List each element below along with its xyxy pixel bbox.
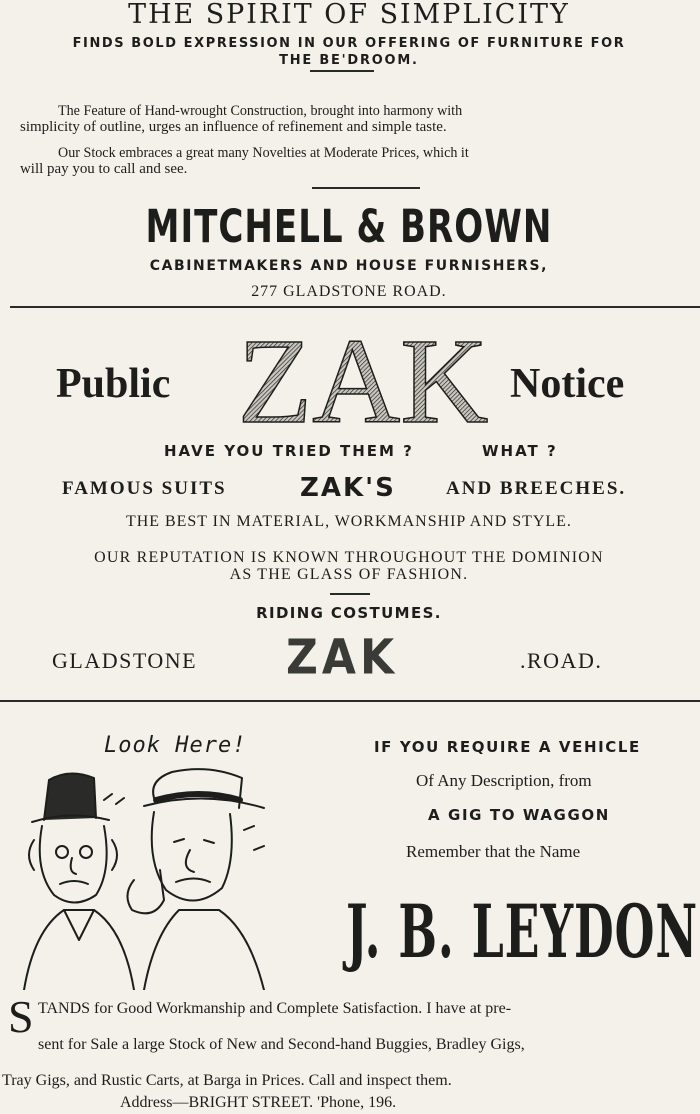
ad-subhead-line1: FINDS BOLD EXPRESSION IN OUR OFFERING OF FURNITURE FOR bbox=[72, 36, 626, 51]
tried-question: HAVE YOU TRIED THEM ? bbox=[164, 442, 414, 460]
divider bbox=[312, 187, 420, 189]
divider bbox=[330, 593, 370, 595]
riding-costumes: RIDING COSTUMES. bbox=[256, 604, 442, 622]
famous-suits: FAMOUS SUITS bbox=[62, 478, 227, 499]
notice-word: Notice bbox=[510, 361, 625, 407]
firm-trade: CABINETMAKERS AND HOUSE FURNISHERS, bbox=[149, 258, 549, 274]
drop-cap: S bbox=[8, 991, 34, 1042]
zak-large-logo bbox=[228, 328, 498, 428]
ad-subhead-line2: THE BE'DROOM. bbox=[279, 53, 419, 68]
what-question: WHAT ? bbox=[482, 442, 558, 460]
body-line: Tray Gigs, and Rustic Carts, at Barga in Prices. Call and inspect them. bbox=[2, 1072, 452, 1089]
paragraph-line: Our Stock embraces a great many Novelties at Moderate Prices, which it bbox=[58, 145, 469, 161]
body-line: sent for Sale a large Stock of New and Second-hand Buggies, Bradley Gigs, bbox=[38, 1036, 525, 1053]
address-road: .ROAD. bbox=[520, 648, 603, 673]
zak-small-logo: ZAK bbox=[286, 629, 399, 686]
paragraph-line: will pay you to call and see. bbox=[20, 161, 188, 177]
vehicle-heading: IF YOU REQUIRE A VEHICLE bbox=[374, 738, 641, 756]
best-quality-line: THE BEST IN MATERIAL, WORKMANSHIP AND STYLE. bbox=[125, 513, 572, 530]
breeches-text: AND BREECHES. bbox=[446, 478, 627, 499]
ad-headline: THE SPIRIT OF SIMPLICITY bbox=[128, 0, 570, 30]
leydon-name: J. B. LEYDON bbox=[346, 888, 699, 975]
paragraph-line: simplicity of outline, urges an influence of refinement and simple taste. bbox=[20, 119, 447, 135]
public-word: Public bbox=[56, 361, 171, 407]
svg-text:ZAK: ZAK bbox=[237, 328, 489, 428]
firm-address: 277 GLADSTONE ROAD. bbox=[251, 283, 447, 300]
section-divider bbox=[10, 306, 700, 308]
section-divider bbox=[0, 700, 700, 702]
look-here-caption: Look Here! bbox=[104, 733, 247, 758]
paragraph-line: The Feature of Hand-wrought Construction, brought into harmony with bbox=[58, 103, 463, 119]
reputation-line1: OUR REPUTATION IS KNOWN THROUGHOUT THE DOMINION bbox=[94, 549, 604, 566]
address-gladstone: GLADSTONE bbox=[52, 648, 198, 673]
gig-to-waggon: A GIG TO WAGGON bbox=[428, 806, 610, 824]
any-description: Of Any Description, from bbox=[416, 771, 592, 790]
cartoon-illustration bbox=[4, 760, 294, 990]
remember-line: Remember that the Name bbox=[406, 842, 581, 861]
body-line: TANDS for Good Workmanship and Complete Satisfaction. I have at pre- bbox=[38, 1000, 512, 1017]
zaks-name: ZAK'S bbox=[300, 473, 396, 503]
address-phone-line: Address—BRIGHT STREET. 'Phone, 196. bbox=[120, 1094, 397, 1111]
reputation-line2: AS THE GLASS OF FASHION. bbox=[229, 566, 469, 583]
divider bbox=[310, 70, 374, 72]
firm-name: MITCHELL & BROWN bbox=[145, 200, 553, 253]
